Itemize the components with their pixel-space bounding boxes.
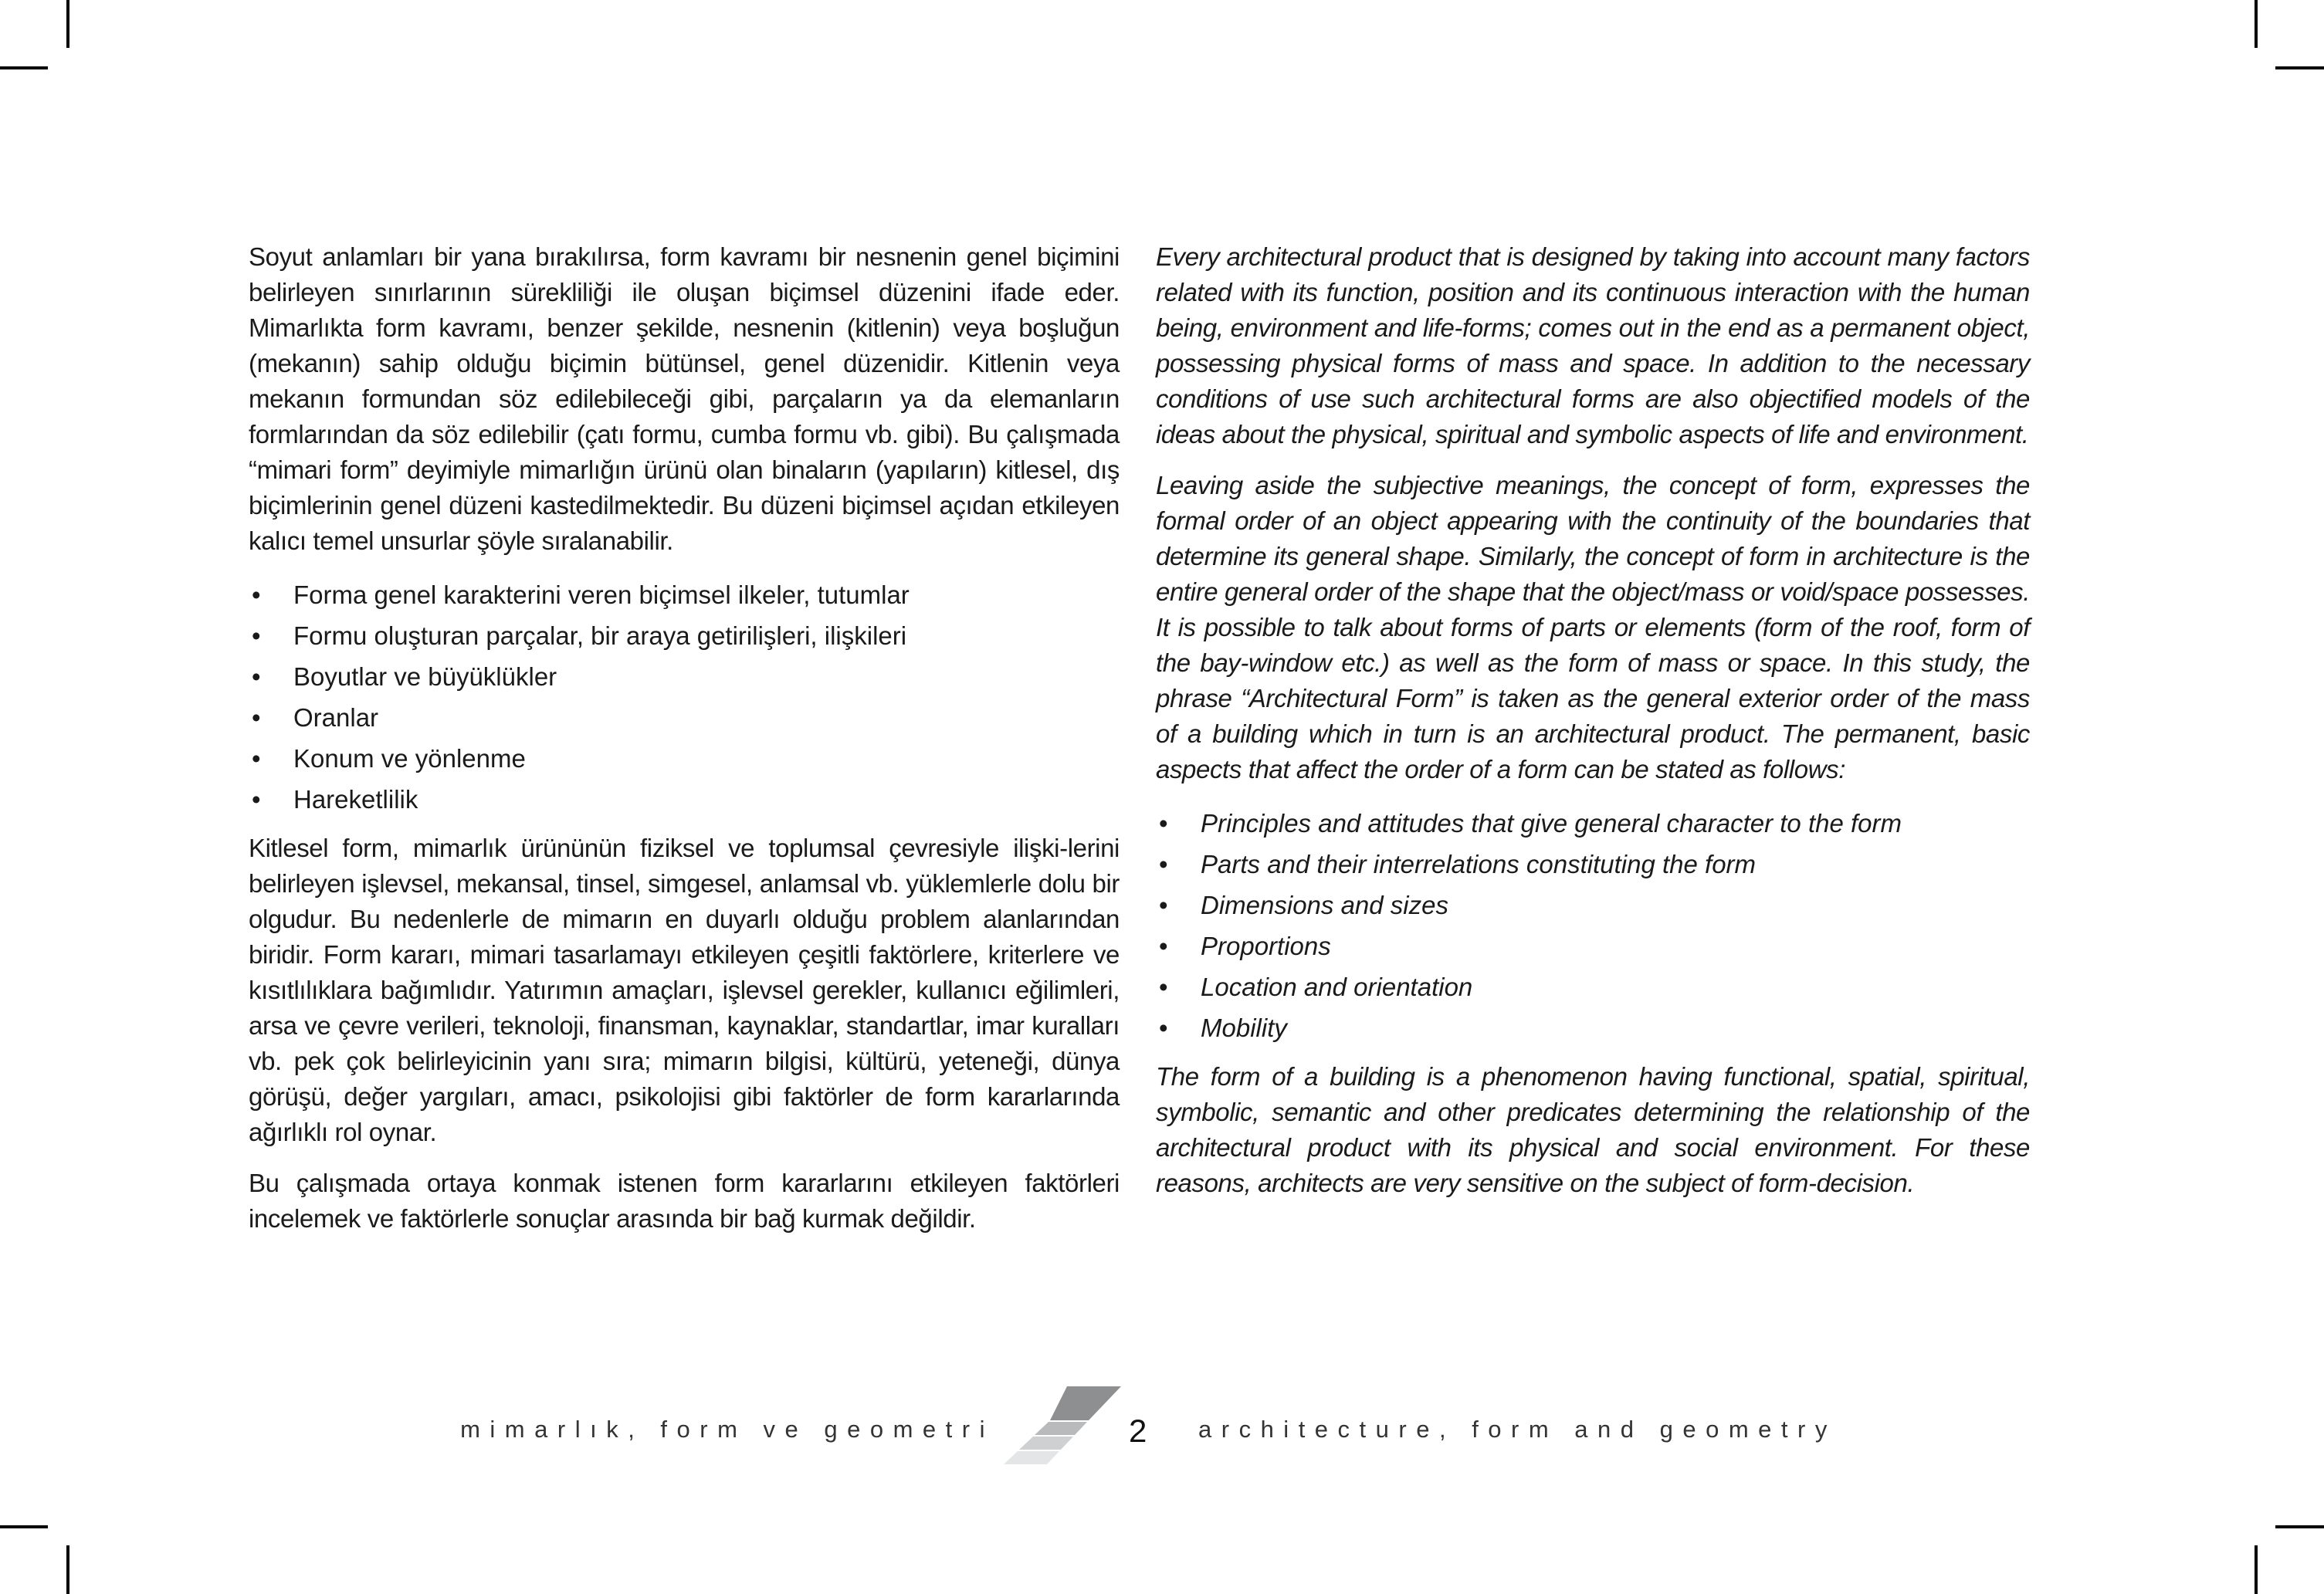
en-list-item: • Proportions bbox=[1156, 926, 2030, 966]
bullet-icon: • bbox=[252, 744, 261, 773]
tr-list-item: • Forma genel karakterini veren biçimsel ilkeler, tutumlar bbox=[249, 574, 1120, 615]
bullet-icon: • bbox=[252, 662, 261, 691]
en-list-item: • Principles and attitudes that give general character to the form bbox=[1156, 803, 2030, 844]
bullet-icon: • bbox=[252, 621, 261, 650]
bullet-icon: • bbox=[1159, 891, 1168, 919]
footer-title-turkish: mimarlık, form ve geometri bbox=[460, 1416, 994, 1443]
tr-list-item: • Hareketlilik bbox=[249, 779, 1120, 820]
tr-paragraph-2: Kitlesel form, mimarlık ürününün fiziksel ve toplumsal çevresiyle ilişki-lerini belirleyen işlevsel, mekansal, tinsel, simgesel, anlamsal vb. yüklemlerle dolu bir olgudur. Bu nedenlerle de mimarın en duyarlı olduğu problem alanlarından biridir. Form kararı, mimari tasarlamayı etkileyen çeşitli faktörlere, kriterlere ve kısıtlılıklara bağımlıdır. Yatırımın amaçları, işlevsel gerekler, kullanıcı eğilimleri, arsa ve çevre verileri, teknoloji, finansman, kaynaklar, standartlar, imar kuralları vb. pek çok belirleyicinin yanı sıra; mimarın bilgisi, kültürü, yeteneği, dünya görüşü, değer yargıları, amacı, psikolojisi gibi faktörler de form kararlarında ağırlıklı rol oynar. bbox=[249, 834, 1120, 1146]
tr-list-item: • Oranlar bbox=[249, 697, 1120, 738]
tr-paragraph-1: Soyut anlamları bir yana bırakılırsa, form kavramı bir nesnenin genel biçimini belirleyen sınırlarının sürekliliği ile oluşan biçimsel düzenini ifade eder. Mimarlıkta form kavramı, benzer şekilde, nesnenin (kitlenin) veya boşluğun (mekanın) sahip olduğu biçimin bütünsel, genel düzenidir. Kitlenin veya mekanın formundan söz edilebileceği gibi, parçaların ya da elemanların formlarından da söz edilebilir (çatı formu, cumba formu vb. gibi). Bu çalışmada “mimari form” deyimiyle mimarlığın ürünü olan binaların (yapıların) kitlesel, dış biçimlerinin genel düzeni kastedilmektedir. Bu düzeni biçimsel açıdan etkileyen kalıcı temel unsurlar şöyle sıralanabilir. bbox=[249, 242, 1120, 555]
en-paragraph-2: Leaving aside the subjective meanings, the concept of form, expresses the formal order of an object appearing with the continuity of the boundaries that determine its general shape. Similarly, the concept of form in architecture is the entire general order of the shape that the object/mass or void/space possesses. It is possible to talk about forms of parts or elements (form of the roof, form of the bay-window etc.) as well as the form of mass or space. In this study, the phrase “Architectural Form” is taken as the general exterior order of the mass of a building which in turn is an architectural product. The permanent, basic aspects that affect the order of a form can be stated as follows: bbox=[1156, 471, 2030, 783]
en-list-item: • Dimensions and sizes bbox=[1156, 885, 2030, 926]
tr-list-item: • Boyutlar ve büyüklükler bbox=[249, 656, 1120, 697]
bullet-icon: • bbox=[1159, 973, 1168, 1001]
page-number: 2 bbox=[1129, 1413, 1147, 1449]
crop-mark-top-right-vertical bbox=[2255, 0, 2258, 48]
tr-list-item: • Konum ve yönlenme bbox=[249, 738, 1120, 779]
turkish-text-column bbox=[249, 239, 1120, 1252]
english-text-column bbox=[1156, 239, 2030, 1217]
bullet-icon: • bbox=[252, 580, 261, 609]
en-list-item: • Parts and their interrelations constituting the form bbox=[1156, 844, 2030, 885]
en-bullet-list bbox=[1156, 803, 2030, 1048]
bullet-icon: • bbox=[1159, 1014, 1168, 1042]
bullet-icon: • bbox=[252, 785, 261, 814]
tr-bullet-list bbox=[249, 574, 1120, 820]
bullet-icon: • bbox=[252, 703, 261, 732]
en-list-item: • Location and orientation bbox=[1156, 966, 2030, 1007]
en-paragraph-1: Every architectural product that is designed by taking into account many factors related with its function, position and its continuous interaction with the human being, environment and life-forms; comes out in the end as a permanent object, possessing physical forms of mass and space. In addition to the necessary conditions of use such architectural forms are also objectified models of the ideas about the physical, spiritual and symbolic aspects of life and environment. bbox=[1156, 242, 2030, 448]
tr-paragraph-3: Bu çalışmada ortaya konmak istenen form kararlarını etkileyen faktörleri incelemek ve faktörlerle sonuçlar arasında bir bağ kurmak değildir. bbox=[249, 1169, 1120, 1233]
crop-mark-bottom-left-vertical bbox=[66, 1545, 69, 1594]
footer-title-english: architecture, form and geometry bbox=[1198, 1416, 1837, 1443]
crop-mark-bottom-right-horizontal bbox=[2275, 1525, 2324, 1528]
bullet-icon: • bbox=[1159, 809, 1168, 838]
crop-mark-top-left-horizontal bbox=[0, 66, 48, 69]
en-list-item: • Mobility bbox=[1156, 1007, 2030, 1048]
crop-mark-bottom-right-vertical bbox=[2255, 1545, 2258, 1594]
en-paragraph-3: The form of a building is a phenomenon having functional, spatial, spiritual, symbolic, semantic and other predicates determining the relationship of the architectural product with its physical and social environment. For these reasons, architects are very sensitive on the subject of form-decision. bbox=[1156, 1062, 2030, 1197]
tr-list-item: • Formu oluşturan parçalar, bir araya getirilişleri, ilişkileri bbox=[249, 615, 1120, 656]
bullet-icon: • bbox=[1159, 850, 1168, 878]
page-footer bbox=[0, 1405, 2324, 1490]
crop-mark-top-left-vertical bbox=[66, 0, 69, 48]
crop-mark-bottom-left-horizontal bbox=[0, 1525, 48, 1528]
bullet-icon: • bbox=[1159, 932, 1168, 960]
crop-mark-top-right-horizontal bbox=[2275, 66, 2324, 69]
